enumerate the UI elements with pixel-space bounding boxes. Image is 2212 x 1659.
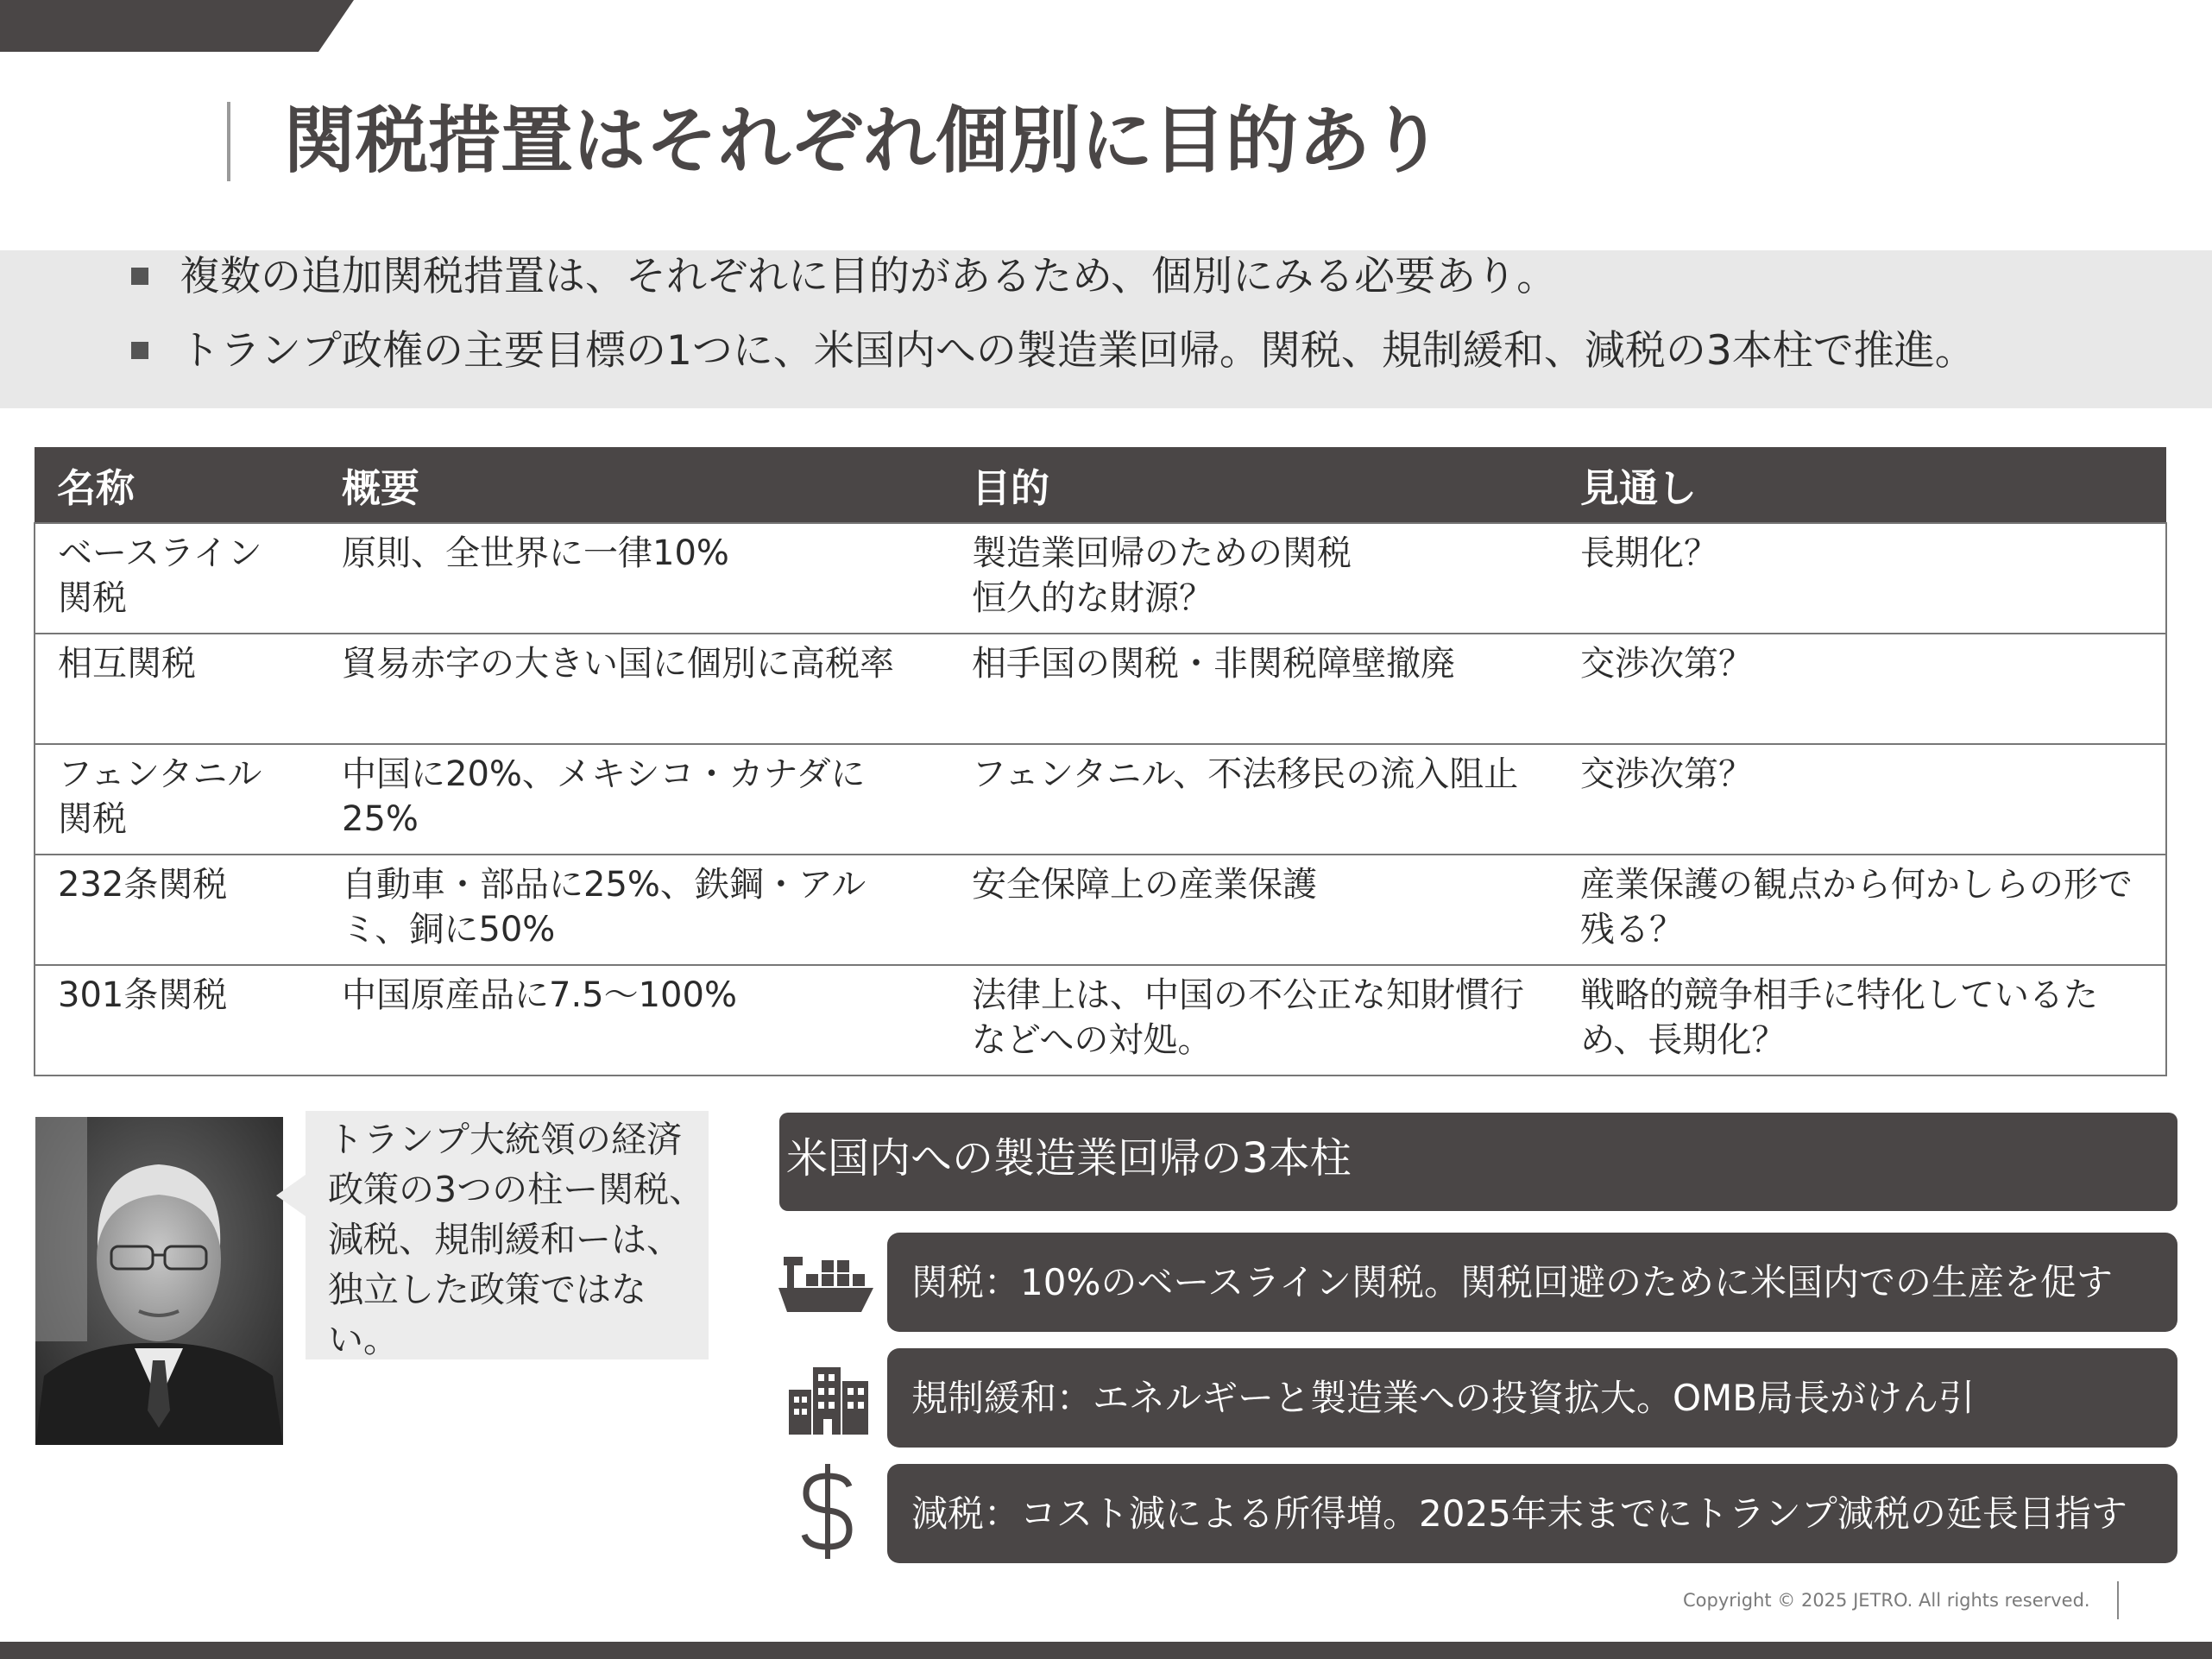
buildings-icon — [785, 1364, 872, 1438]
column-header-outlook: 見通し — [1558, 447, 2166, 523]
pillar-tariff: 関税：10%のベースライン関税。関税回避のために米国内での生産を促す — [887, 1233, 2177, 1332]
cell-summary: 貿易赤字の大きい国に個別に高税率 — [319, 634, 949, 744]
tariff-table — [34, 447, 2167, 1076]
cell-outlook: 交渉次第？ — [1558, 634, 2166, 744]
cell-name: 301条関税 — [35, 965, 319, 1076]
table-row — [35, 523, 2166, 634]
square-bullet-icon — [131, 342, 148, 359]
cell-outlook: 産業保護の観点から何かしらの形で残る？ — [1558, 855, 2166, 965]
page-title: 関税措置はそれぞれ個別に目的あり — [283, 98, 1444, 183]
cell-purpose: フェンタニル、不法移民の流入阻止 — [949, 744, 1558, 855]
cell-name: ベースライン 関税 — [35, 523, 319, 634]
cell-summary: 原則、全世界に一律10% — [319, 523, 949, 634]
cell-summary: 自動車・部品に25%、鉄鋼・アルミ、銅に50% — [319, 855, 949, 965]
quote-text: トランプ大統領の経済政策の3つの柱ー関税、減税、規制緩和ーは、独立した政策ではない。 — [328, 1119, 705, 1360]
cell-outlook: 戦略的競争相手に特化しているため、長期化？ — [1558, 965, 2166, 1076]
cell-purpose: 製造業回帰のための関税 恒久的な財源？ — [949, 523, 1558, 634]
bottom-decoration-bar — [0, 1642, 2212, 1659]
bullet-item — [131, 321, 1976, 382]
bullet-item — [131, 247, 1557, 307]
title-accent-bar — [227, 102, 230, 181]
table-row — [35, 744, 2166, 855]
table-row — [35, 634, 2166, 744]
table-row — [35, 855, 2166, 965]
cell-outlook: 長期化？ — [1558, 523, 2166, 634]
column-header-summary: 概要 — [319, 447, 949, 523]
copyright-text: Copyright © 2025 JETRO. All rights reserved. — [1683, 1590, 2090, 1611]
portrait-illustration — [35, 1117, 283, 1445]
square-bullet-icon — [131, 268, 148, 285]
cell-name: 相互関税 — [35, 634, 319, 744]
column-header-name: 名称 — [35, 447, 319, 523]
table-header-row — [35, 447, 2166, 523]
pillar-deregulation: 規制緩和：エネルギーと製造業への投資拡大。OMB局長がけん引 — [887, 1348, 2177, 1448]
cargo-ship-icon — [775, 1248, 877, 1321]
pillars-header: 米国内への製造業回帰の3本柱 — [779, 1113, 2177, 1211]
cell-name: フェンタニル 関税 — [35, 744, 319, 855]
cell-summary: 中国原産品に7.5～100% — [319, 965, 949, 1076]
footer-divider — [2117, 1581, 2119, 1619]
cell-purpose: 法律上は、中国の不公正な知財慣行などへの対処。 — [949, 965, 1558, 1076]
cell-outlook: 交渉次第？ — [1558, 744, 2166, 855]
cell-purpose: 安全保障上の産業保護 — [949, 855, 1558, 965]
column-header-purpose: 目的 — [949, 447, 1558, 523]
bullet-text: トランプ政権の主要目標の1つに、米国内への製造業回帰。関税、規制緩和、減税の3本柱で推進。 — [180, 327, 1976, 375]
dollar-icon — [797, 1460, 858, 1566]
pillar-tax-cut: 減税：コスト減による所得増。2025年末までにトランプ減税の延長目指す — [887, 1464, 2177, 1563]
bullet-text: 複数の追加関税措置は、それぞれに目的があるため、個別にみる必要あり。 — [180, 253, 1558, 300]
table-row — [35, 965, 2166, 1076]
portrait-photo — [35, 1117, 283, 1445]
cell-summary: 中国に20%、メキシコ・カナダに25% — [319, 744, 949, 855]
quote-speech-bubble — [306, 1111, 709, 1359]
cell-purpose: 相手国の関税・非関税障壁撤廃 — [949, 634, 1558, 744]
cell-name: 232条関税 — [35, 855, 319, 965]
top-decoration-tab — [0, 0, 354, 52]
